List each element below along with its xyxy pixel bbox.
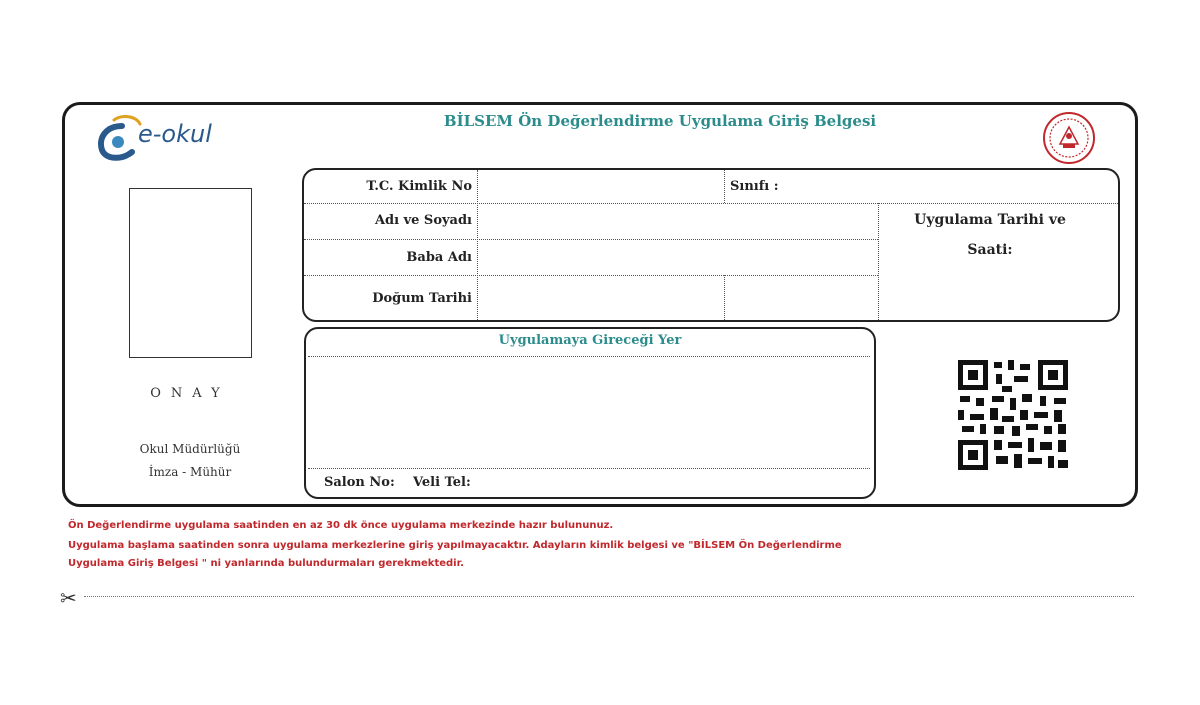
row-divider bbox=[304, 239, 878, 240]
tc-kimlik-label: T.C. Kimlik No bbox=[366, 179, 472, 194]
exam-place-box bbox=[304, 327, 876, 499]
note-line-3: Uygulama Giriş Belgesi " ni yanlarında bulundurmaları gerekmektedir. bbox=[68, 558, 464, 569]
scissors-icon: ✂ bbox=[60, 586, 77, 610]
column-divider bbox=[477, 170, 478, 320]
dogum-tarihi-label: Doğum Tarihi bbox=[372, 291, 472, 306]
place-divider bbox=[308, 468, 870, 469]
sinif-label: Sınıfı : bbox=[730, 179, 779, 194]
imza-muhur-label: İmza - Mühür bbox=[148, 465, 232, 479]
cut-line bbox=[84, 596, 1134, 597]
baba-adi-label: Baba Adı bbox=[406, 250, 472, 265]
veli-tel-label: Veli Tel: bbox=[413, 475, 471, 490]
note-line-1: Ön Değerlendirme uygulama saatinden en az 30 dk önce uygulama merkezinde hazır bulununuz. bbox=[68, 520, 614, 531]
exam-place-title: Uygulamaya Gireceği Yer bbox=[498, 333, 682, 348]
uygulama-tarihi-label: Uygulama Tarihi ve bbox=[914, 212, 1066, 228]
ad-soyad-label: Adı ve Soyadı bbox=[374, 213, 472, 228]
column-divider bbox=[724, 275, 725, 320]
logo-text: e-okul bbox=[138, 120, 212, 148]
qr-code-icon bbox=[958, 360, 1068, 470]
column-divider bbox=[724, 170, 725, 203]
note-line-2: Uygulama başlama saatinden sonra uygulama merkezlerine giriş yapılmayacaktır. Adayların kimlik belgesi ve "BİLSEM Ön Değerlendirme bbox=[68, 540, 842, 551]
row-divider bbox=[304, 275, 878, 276]
ministry-seal-icon bbox=[1042, 111, 1096, 165]
onay-label: ONAY bbox=[150, 386, 230, 401]
salon-no-label: Salon No: bbox=[324, 475, 395, 490]
okul-mudurlugu-label: Okul Müdürlüğü bbox=[139, 442, 241, 456]
photo-placeholder bbox=[129, 188, 252, 358]
row-divider bbox=[304, 203, 1118, 204]
saati-label: Saati: bbox=[967, 242, 1013, 258]
school-signature-block bbox=[110, 438, 270, 484]
document-title: BİLSEM Ön Değerlendirme Uygulama Giriş Belgesi bbox=[443, 112, 877, 130]
column-divider bbox=[878, 203, 879, 320]
place-divider bbox=[308, 356, 870, 357]
